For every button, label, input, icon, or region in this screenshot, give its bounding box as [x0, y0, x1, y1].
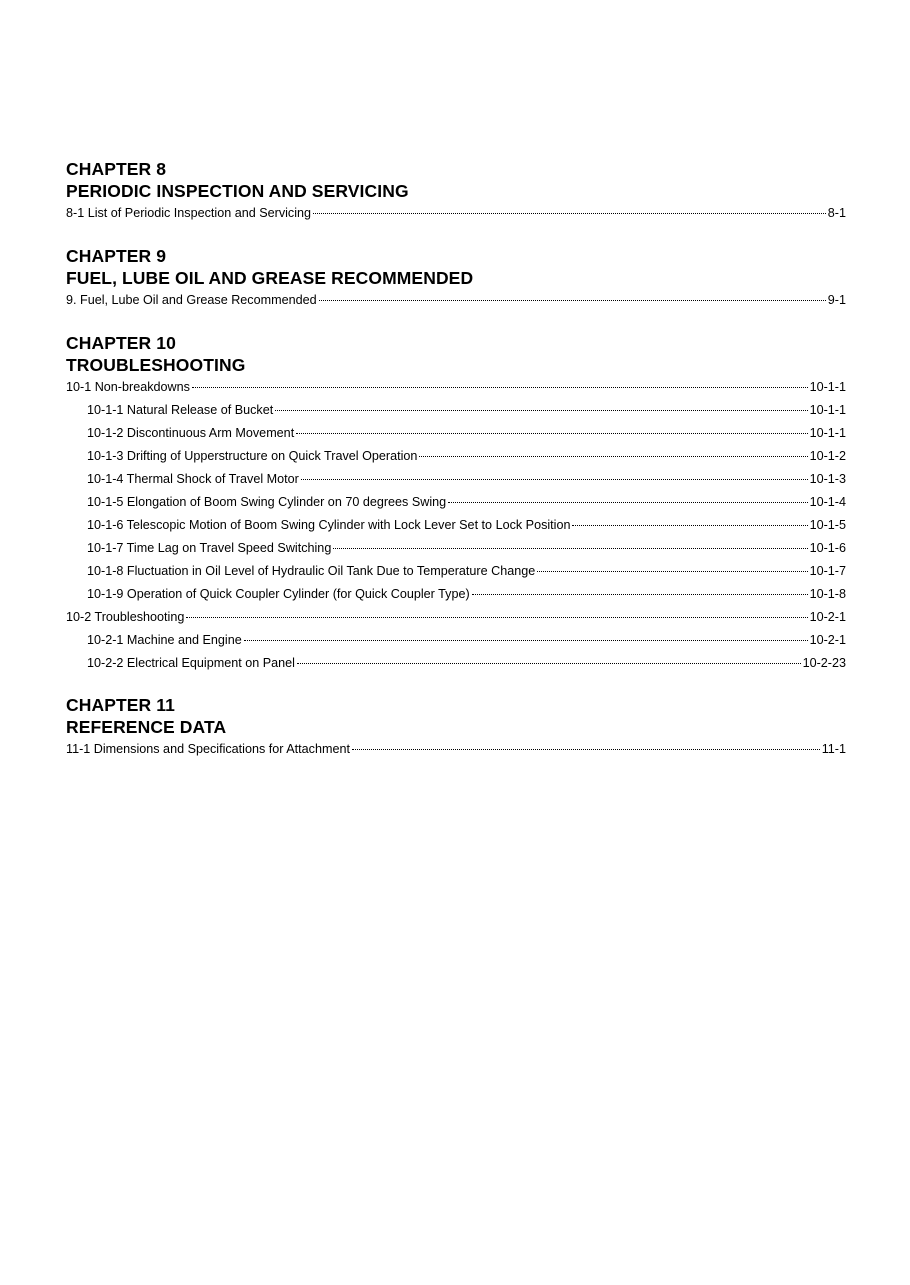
toc-entry-page: 10-1-2 [809, 449, 846, 463]
toc-subentry[interactable] [66, 445, 846, 468]
toc-entry-label: 9. Fuel, Lube Oil and Grease Recommended [66, 293, 317, 307]
toc-entry-page: 10-2-1 [809, 610, 846, 624]
toc-subentry[interactable] [66, 399, 846, 422]
dot-leader [419, 455, 807, 457]
dot-leader [472, 593, 808, 595]
toc-entry[interactable] [66, 738, 846, 761]
dot-leader [333, 547, 807, 549]
toc-entry-page: 8-1 [827, 206, 846, 220]
dot-leader [319, 299, 826, 301]
toc-entry-page: 9-1 [827, 293, 846, 307]
dot-leader [537, 570, 807, 572]
toc-entry-page: 10-1-4 [809, 495, 846, 509]
toc-entry[interactable] [66, 202, 846, 225]
toc-entry-label: 10-1-5 Elongation of Boom Swing Cylinder on 70 degrees Swing [87, 495, 447, 509]
toc-subentry[interactable] [66, 652, 846, 675]
dot-leader [572, 524, 807, 526]
toc-entry[interactable] [66, 606, 846, 629]
dot-leader [186, 616, 807, 618]
dot-leader [275, 409, 807, 411]
chapter-number: CHAPTER 10 [66, 333, 176, 353]
toc-entry-page: 10-1-1 [809, 380, 846, 394]
toc-subentry[interactable] [66, 491, 846, 514]
toc-subentry[interactable] [66, 583, 846, 606]
toc-entry-label: 10-1-2 Discontinuous Arm Movement [87, 426, 295, 440]
toc-entry-label: 10-1-7 Time Lag on Travel Speed Switching [87, 541, 332, 555]
toc-entry-page: 10-1-7 [809, 564, 846, 578]
toc-entry-label: 10-2 Troubleshooting [66, 610, 185, 624]
dot-leader [192, 386, 808, 388]
toc-entry-label: 10-2-2 Electrical Equipment on Panel [87, 656, 295, 670]
dot-leader [448, 501, 807, 503]
toc-subentry[interactable] [66, 514, 846, 537]
toc-entry-label: 10-1-3 Drifting of Upperstructure on Quick Travel Operation [87, 449, 418, 463]
toc-entry-label: 8-1 List of Periodic Inspection and Servicing [66, 206, 312, 220]
dot-leader [296, 432, 807, 434]
toc-subentry[interactable] [66, 537, 846, 560]
chapter-number: CHAPTER 9 [66, 246, 167, 266]
toc-entry[interactable] [66, 289, 846, 312]
toc-entry-label: 11-1 Dimensions and Specifications for Attachment [66, 742, 350, 756]
toc-entry-label: 10-1-4 Thermal Shock of Travel Motor [87, 472, 299, 486]
dot-leader [297, 662, 801, 664]
toc-entry[interactable] [66, 376, 846, 399]
chapter-8 [66, 158, 846, 225]
toc-entry-page: 10-1-1 [809, 403, 846, 417]
toc-entry-page: 10-2-23 [802, 656, 846, 670]
chapter-11 [66, 694, 846, 761]
toc-entry-label: 10-1 Non-breakdowns [66, 380, 190, 394]
chapter-title: FUEL, LUBE OIL AND GREASE RECOMMENDED [66, 268, 474, 288]
dot-leader [313, 212, 826, 214]
chapter-9 [66, 245, 846, 312]
dot-leader [352, 748, 820, 750]
toc-entry-page: 10-1-5 [809, 518, 846, 532]
toc-entry-page: 10-1-3 [809, 472, 846, 486]
chapter-10 [66, 332, 846, 675]
chapter-number: CHAPTER 11 [66, 695, 175, 715]
toc-entry-page: 10-1-6 [809, 541, 846, 555]
toc-subentry[interactable] [66, 560, 846, 583]
toc-subentry[interactable] [66, 629, 846, 652]
toc-entry-label: 10-1-8 Fluctuation in Oil Level of Hydraulic Oil Tank Due to Temperature Change [87, 564, 536, 578]
dot-leader [301, 478, 808, 480]
chapter-number: CHAPTER 8 [66, 159, 167, 179]
toc-entry-page: 10-1-1 [809, 426, 846, 440]
toc-entry-label: 10-2-1 Machine and Engine [87, 633, 242, 647]
toc-entry-label: 10-1-9 Operation of Quick Coupler Cylinder (for Quick Coupler Type) [87, 587, 470, 601]
toc-entry-page: 11-1 [821, 742, 846, 756]
toc-subentry[interactable] [66, 422, 846, 445]
toc-subentry[interactable] [66, 468, 846, 491]
chapter-title: TROUBLESHOOTING [66, 355, 246, 375]
toc-entry-page: 10-2-1 [809, 633, 846, 647]
toc-entry-page: 10-1-8 [809, 587, 846, 601]
chapter-title: REFERENCE DATA [66, 717, 227, 737]
chapter-title: PERIODIC INSPECTION AND SERVICING [66, 181, 409, 201]
dot-leader [244, 639, 808, 641]
toc-entry-label: 10-1-6 Telescopic Motion of Boom Swing Cylinder with Lock Lever Set to Lock Position [87, 518, 571, 532]
toc-entry-label: 10-1-1 Natural Release of Bucket [87, 403, 274, 417]
